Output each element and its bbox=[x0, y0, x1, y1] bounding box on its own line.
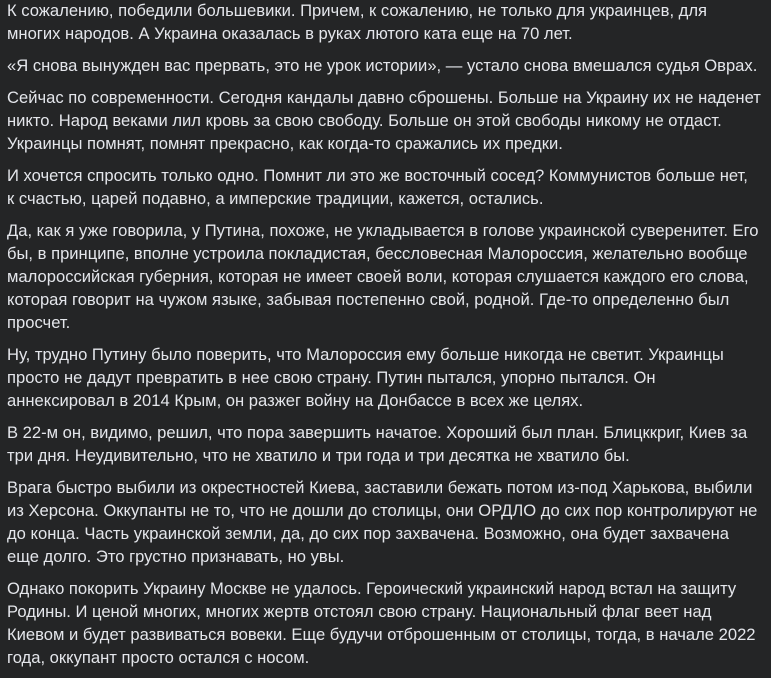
text-line: еще долго. Это грустно признавать, но увы. bbox=[7, 547, 345, 566]
text-line: Ну, трудно Путину было поверить, что Малороссия ему больше никогда не светит. Украинцы bbox=[7, 345, 724, 364]
paragraph bbox=[7, 476, 769, 568]
text-line: Киевом и будет развиваться вовеки. Еще будучи отброшенным от столицы, тогда, в начале 2022 bbox=[7, 625, 756, 644]
text-line: три дня. Неудивительно, что не хватило и три года и три десятка не хватило бы. bbox=[7, 446, 630, 465]
post-body bbox=[7, 0, 769, 678]
paragraph bbox=[7, 219, 769, 334]
text-line: просто не дадут превратить в нее свою страну. Путин пытался, упорно пытался. Он bbox=[7, 368, 656, 387]
text-line: Да, как я уже говорила, у Путина, похоже, не укладывается в голове украинской суверенитет. Его bbox=[7, 221, 759, 240]
paragraph bbox=[7, 343, 769, 412]
text-line: Украинцы помнят, помнят прекрасно, как когда-то сражались их предки. bbox=[7, 134, 563, 153]
text-line: «Я снова вынужден вас прервать, это не урок истории», — устало снова вмешался судья Оврах. bbox=[7, 56, 758, 75]
text-line: к счастью, царей подавно, а имперские традиции, кажется, остались. bbox=[7, 189, 544, 208]
text-line: Однако покорить Украину Москве не удалось. Героический украинский народ встал на защиту bbox=[7, 579, 737, 598]
paragraph bbox=[7, 164, 769, 210]
text-line: К сожалению, победили большевики. Причем, к сожалению, не только для украинцев, для bbox=[7, 1, 708, 20]
text-line: Родины. И ценой многих, многих жертв отстоял свою страну. Национальный флаг веет над bbox=[7, 602, 712, 621]
paragraph bbox=[7, 421, 769, 467]
text-line: многих народов. А Украина оказалась в руках лютого ката еще на 70 лет. bbox=[7, 24, 573, 43]
text-line: малороссийская губерния, которая не имеет своей воли, которая слушается каждого его слова, bbox=[7, 267, 749, 286]
text-line: которая говорит на чужом языке, забывая постепенно свой, родной. Где-то определенно был bbox=[7, 290, 730, 309]
paragraph bbox=[7, 54, 769, 77]
text-line: бы, в принципе, вполне устроила покладистая, бессловесная Малороссия, желательно вообще bbox=[7, 244, 748, 263]
paragraph bbox=[7, 0, 769, 45]
text-line: никто. Народ веками лил кровь за свою свободу. Больше он этой свободы никому не отдаст. bbox=[7, 111, 722, 130]
text-line: Врага быстро выбили из окрестностей Киева, заставили бежать потом из-под Харькова, выбили bbox=[7, 478, 753, 497]
text-line: из Херсона. Оккупанты не то, что не дошли до столицы, они ОРДЛО до сих пор контролируют не bbox=[7, 501, 758, 520]
text-line: Сейчас по современности. Сегодня кандалы давно сброшены. Больше на Украину их не наденет bbox=[7, 88, 761, 107]
text-line: И хочется спросить только одно. Помнит ли это же восточный сосед? Коммунистов больше нет, bbox=[7, 166, 748, 185]
paragraph bbox=[7, 86, 769, 155]
text-line: В 22-м он, видимо, решил, что пора завершить начатое. Хороший был план. Блицккриг, Киев за bbox=[7, 423, 748, 442]
text-line: просчет. bbox=[7, 313, 71, 332]
paragraph bbox=[7, 577, 769, 669]
text-line: до конца. Часть украинской земли, да, до сих пор захвачена. Возможно, она будет захвачена bbox=[7, 524, 730, 543]
text-line: года, оккупант просто остался с носом. bbox=[7, 648, 310, 667]
text-line: аннексировал в 2014 Крым, он разжег войну на Донбассе в всех же целях. bbox=[7, 391, 584, 410]
